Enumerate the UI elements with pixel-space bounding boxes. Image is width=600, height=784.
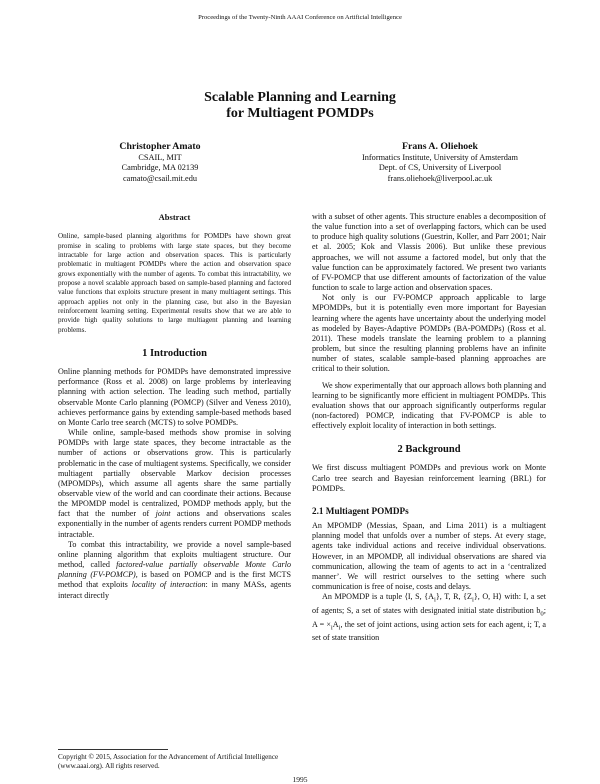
author-affiliation: Informatics Institute, University of Amsterdam — [362, 153, 518, 162]
intro-paragraph-5: Not only is our FV-POMCP approach applicable to large MPOMDPs, but it is potentially even more important for Bayesian learning where the agents have uncertainty about the underlying model as modeled by Bayes-Adaptive POMDPs (BA-POMDPs) (Ross et al. 2011). These models translate the learning problem to a planning problem, but since the resulting planning problems have an infinite number of states, scalable sample-based planning approaches are critical to their solution. — [312, 293, 546, 374]
background-paragraph-2: An MPOMDP (Messias, Spaan, and Lima 2011) is a multiagent planning model that unfolds over a number of steps. At every stage, agents take individual actions and receive individual observations. However, in an MPOMDP, all individual observations are shared via communication, allowing the team of agents to act in a ‘centralized manner’. We will restrict ourselves to the setting where such communication is free of noise, costs and delays. — [312, 521, 546, 591]
background-paragraph-1: We first discuss multiagent POMDPs and previous work on Monte Carlo tree search and Bayesian reinforcement learning (BRL) for POMDPs. — [312, 463, 546, 493]
paper-title — [0, 90, 600, 122]
subsection-heading-multiagent-pomdps: 2.1 Multiagent POMDPs — [312, 505, 409, 516]
copyright-notice: Copyright © 2015, Association for the Advancement of Artificial Intelligence (www.aaai.org). All rights reserved. — [58, 753, 291, 771]
author-email: frans.oliehoek@liverpool.ac.uk — [387, 173, 493, 183]
author-affiliation: CSAIL, MIT — [138, 153, 182, 162]
page-number: 1995 — [292, 775, 308, 784]
intro-paragraph-2: While online, sample-based methods show promise in solving POMDPs with large state spaces, they become intractable as the number of actions or observations grow. This is particularly problematic in the case of multiagent systems. Specifically, we consider multiagent partially observable Markov decision processes (MPOMDPs), which assume all agents share the same partially observable view of the world and can coordinate their actions. Because the MPOMDP model is centralized, POMDP methods apply, but the fact that the number of joint actions and observations scales exponentially in the number of agents renders current POMDP methods intractable. — [58, 428, 291, 539]
section-heading-introduction: 1 Introduction — [142, 347, 207, 359]
abstract-heading: Abstract — [158, 212, 191, 222]
left-column — [58, 212, 291, 601]
running-head: Proceedings of the Twenty-Ninth AAAI Conference on Artificial Intelligence — [198, 14, 402, 21]
right-column — [312, 212, 546, 644]
intro-paragraph-1: Online planning methods for POMDPs have demonstrated impressive performance (Ross et al. 2008) on large problems by interleaving planning with action selection. The leading such method, partially observable Monte Carlo planning (POMCP) (Silver and Veness 2010), achieves performance gains by extending sample-based methods based on Monte Carlo tree search (MCTS) to solve POMDPs. — [58, 367, 291, 427]
section-heading-background: 2 Background — [397, 444, 461, 456]
author-1 — [60, 141, 260, 184]
author-address: Cambridge, MA 02139 — [121, 163, 199, 173]
intro-paragraph-3: To combat this intractability, we provide a novel sample-based online planning algorithm that exploits multiagent structure. Our method, called factored-value partially observable Monte Carlo planning (FV-POMCP), is based on POMCP and is the first MCTS method that exploits locality of interaction: in many MASs, agents interact directly — [58, 539, 292, 600]
abstract-text: Online, sample-based planning algorithms for POMDPs have shown great promise in scaling to problems with large state spaces, but they become intractable for large action and observation spaces. This is particularly problematic in multiagent POMDPs where the action and observation space grows exponentially with the number of agents. To combat this intractability, we propose a novel scalable approach based on sample-based planning and factored value functions that exploits structure present in many multiagent settings. This approach applies not only in the planning case, but also in the Bayesian reinforcement learning setting. Experimental results show that we are able to provide high quality solutions to large multiagent planning and learning problems. — [58, 232, 291, 334]
intro-paragraph-4: with a subset of other agents. This structure enables a decomposition of the value function into a set of overlapping factors, which can be used to produce high quality solutions (Guestrin, Koller, and Parr 2001; Nair et al. 2005; Kok and Vlassis 2006). But unlike these previous approaches, we will not assume a factored model, but only that the value function can be approximately factored. We present two variants of FV-POMCP that use different amounts of factorization of the value function to scale to large action and observation spaces. — [312, 212, 546, 293]
background-paragraph-3: An MPOMDP is a tuple ⟨I, S, $\{A_i\}$, T, R, $\{Z_i\}$, O, H⟩ with: I, a set of agents; S, a set of states with designated initial state distribution $b_0$; $A = \times_iA_i$, the set of joint actions, using action sets for each agent, i; T, a set of state transition — [312, 592, 547, 643]
title-line-1: Scalable Planning and Learning — [204, 90, 396, 105]
author-email: camato@csail.mit.edu — [123, 173, 197, 183]
author-2 — [340, 141, 540, 184]
author-name: Frans A. Oliehoek — [402, 141, 478, 152]
author-name: Christopher Amato — [119, 141, 201, 152]
title-line-2: for Multiagent POMDPs — [226, 106, 374, 121]
intro-paragraph-6: We show experimentally that our approach allows both planning and learning to be significantly more efficient in multiagent POMDPs. This evaluation shows that our approach significantly outperforms regular (non-factored) POMCP, indicating that FV-POMCP is able to effectively exploit locality of interaction in both settings. — [312, 380, 546, 431]
author-affiliation-2: Dept. of CS, University of Liverpool — [378, 163, 502, 173]
author-block — [60, 141, 540, 184]
